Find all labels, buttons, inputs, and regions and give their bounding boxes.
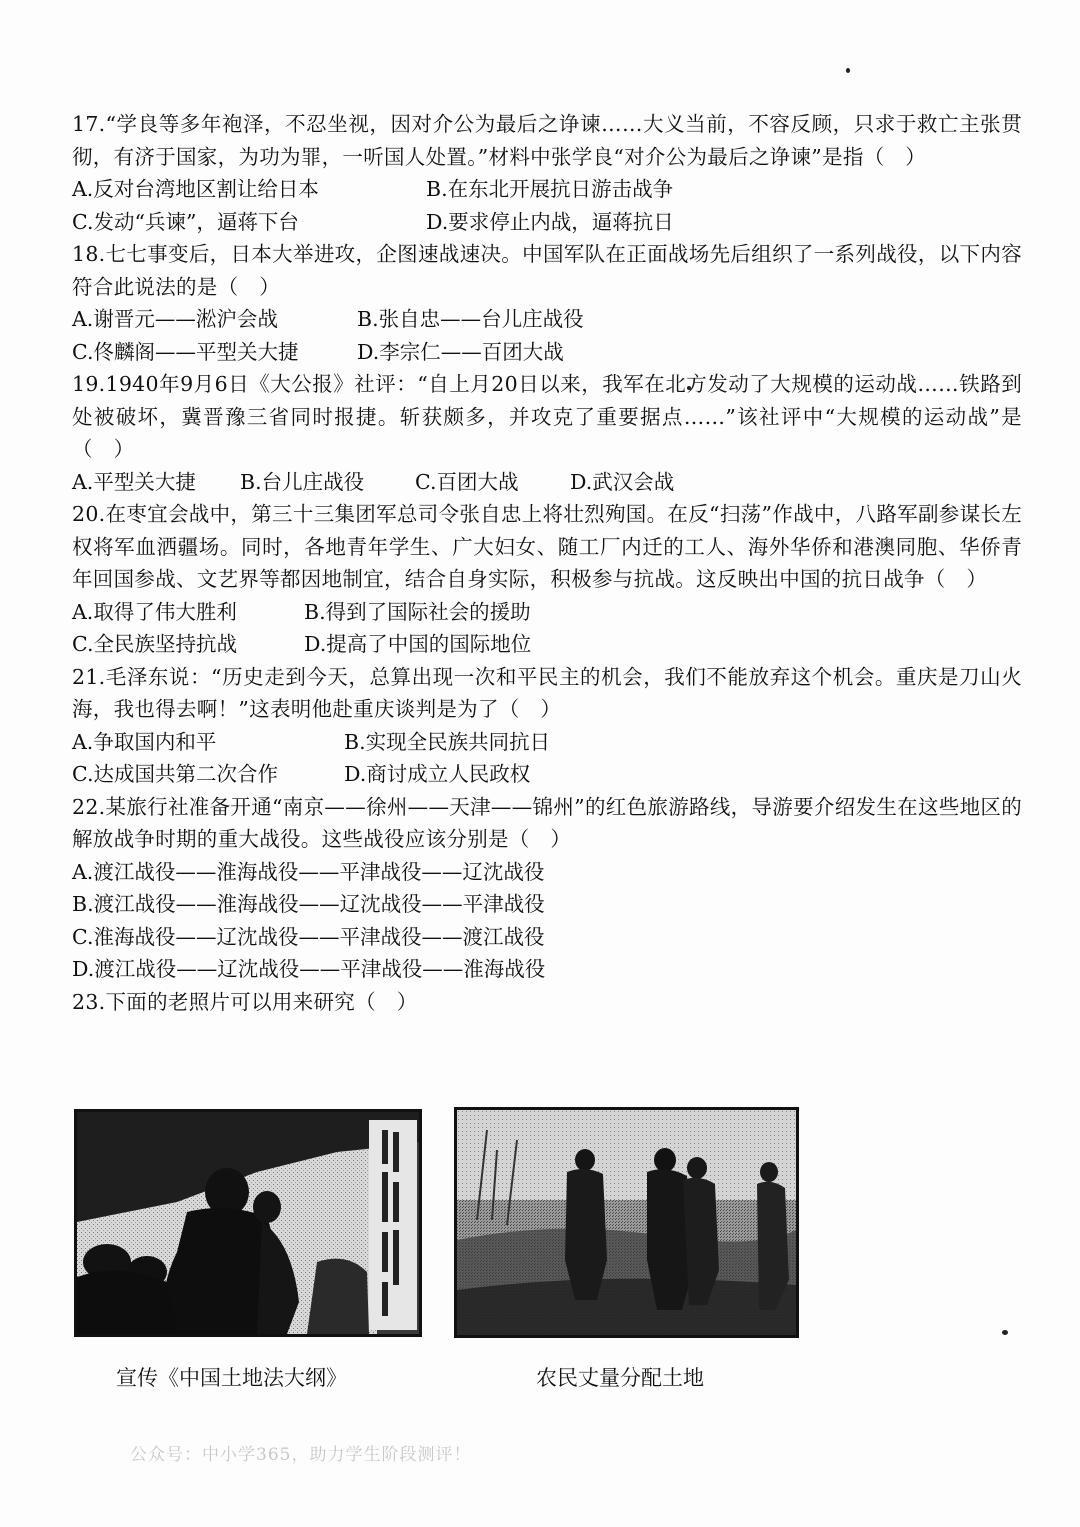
question-20: [72, 498, 1022, 661]
question-23: [72, 986, 1022, 1019]
option-b: B.台儿庄战役: [240, 469, 365, 494]
option-d: D.武汉会战: [570, 469, 675, 494]
option-d: D.渡江战役——辽沈战役——平津战役——淮海战役: [72, 957, 546, 981]
option-a: A.平型关大捷: [72, 469, 196, 494]
question-stem: 21.毛泽东说：“历史走到今天，总算出现一次和平民主的机会，我们不能放弃这个机会。重庆是刀山火海，我也得去啊！”这表明他赴重庆谈判是为了（ ）: [72, 664, 1022, 721]
question-19: [72, 368, 1022, 498]
question-18: [72, 238, 1022, 368]
option-list: [72, 466, 1022, 499]
scan-speck: [1002, 1330, 1008, 1335]
option-d: D.提高了中国的国际地位: [304, 632, 532, 656]
option-a: A.谢晋元——淞沪会战: [72, 307, 278, 331]
question-22: [72, 791, 1022, 986]
option-a: A.渡江战役——淮海战役——平津战役——辽沈战役: [72, 859, 545, 884]
option-a: A.反对台湾地区割让给日本: [72, 177, 319, 201]
photo-land-law-propaganda-image: [77, 1112, 419, 1334]
photo-peasants-measuring-land-image: [457, 1110, 796, 1335]
option-d: D.商讨成立人民政权: [344, 762, 531, 786]
photo-land-law-propaganda: [74, 1109, 422, 1337]
question-stem: 22.某旅行社准备开通“南京——徐州——天津——锦州”的红色旅游路线，导游要介绍发生在这些地区的解放战争时期的重大战役。这些战役应该分别是（ ）: [72, 794, 1022, 851]
question-stem: 18.七七事变后，日本大举进攻，企图速战速决。中国军队在正面战场先后组织了一系列战役，以下内容符合此说法的是（ ）: [72, 242, 1022, 299]
question-stem: 20.在枣宜会战中，第三十三集团军总司令张自忠上将壮烈殉国。在反“扫荡”作战中，八路军副参谋长左权将军血洒疆场。同时，各地青年学生、广大妇女、随工厂内迁的工人、海外华侨和港澳同胞、华侨青年回国参战、文艺界等都因地制宜，结合自身实际，积极参与抗战。这反映出中国的抗日战争（ ）: [72, 502, 1022, 591]
option-b: B.张自忠——台儿庄战役: [357, 307, 584, 331]
option-b: B.实现全民族共同抗日: [344, 729, 551, 754]
option-d: D.李宗仁——百团大战: [357, 339, 564, 364]
option-b: B.得到了国际社会的援助: [304, 599, 531, 624]
option-b: B.在东北开展抗日游击战争: [426, 177, 674, 201]
question-stem: 23.下面的老照片可以用来研究（ ）: [72, 989, 418, 1014]
option-list: [72, 726, 1022, 791]
question-17: [72, 108, 1022, 238]
photo-peasants-measuring-land: [454, 1107, 799, 1338]
question-stem: 19.1940年9月6日《大公报》社评：“自上月20日以来，我军在北方发动了大规模的运动战……铁路到处被破坏，冀晋豫三省同时报捷。斩获颇多，并攻克了重要据点……”该社评中“大规模的运动战”是（ ）: [72, 372, 1022, 461]
option-b: B.渡江战役——淮海战役——辽沈战役——平津战役: [72, 892, 545, 916]
option-c: C.百团大战: [415, 469, 519, 494]
option-list: [72, 173, 1022, 238]
option-c: C.达成国共第二次合作: [72, 762, 278, 786]
option-c: C.发动“兵谏”，逼蒋下台: [72, 209, 299, 234]
photo-caption-right: 农民丈量分配土地: [536, 1366, 704, 1390]
option-list: [72, 303, 1022, 368]
option-a: A.争取国内和平: [72, 729, 217, 754]
question-21: [72, 661, 1022, 791]
option-c: C.淮海战役——辽沈战役——平津战役——渡江战役: [72, 924, 545, 949]
option-list: [72, 856, 1022, 986]
option-a: A.取得了伟大胜利: [72, 599, 237, 624]
scan-speck: [846, 68, 850, 73]
option-c: C.佟麟阁——平型关大捷: [72, 339, 299, 364]
option-d: D.要求停止内战，逼蒋抗日: [426, 209, 674, 234]
watermark-text: 公众号：中小学365，助力学生阶段测评！: [130, 1445, 472, 1465]
question-stem: 17.“学良等多年袍泽，不忍坐视，因对介公为最后之诤谏……大义当前，不容反顾，只求于救亡主张贯彻，有济于国家，为功为罪，一听国人处置。”材料中张学良“对介公为最后之诤谏”是指（ ）: [72, 112, 1022, 169]
option-list: [72, 596, 1022, 661]
question-list: [72, 108, 1022, 1018]
photo-caption-left: 宣传《中国土地法大纲》: [116, 1366, 347, 1390]
option-c: C.全民族坚持抗战: [72, 632, 237, 656]
